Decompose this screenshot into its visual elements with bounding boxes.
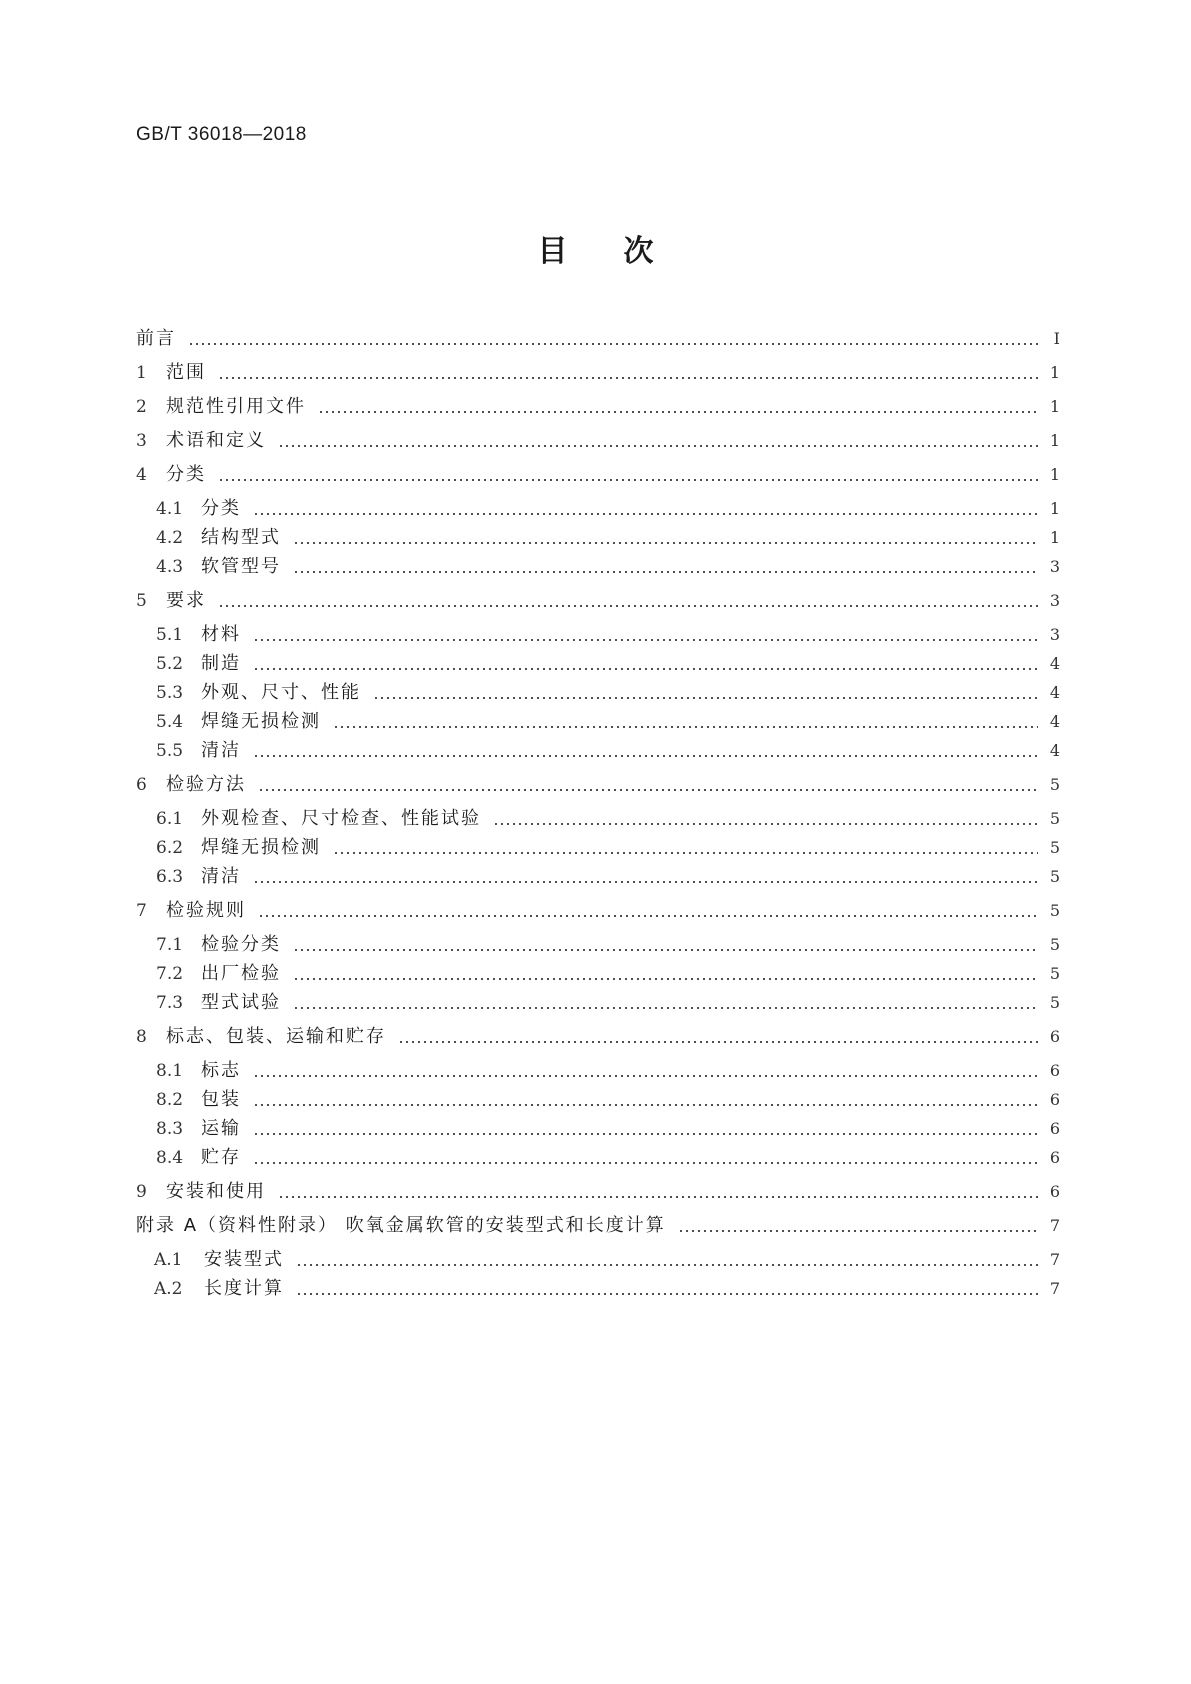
toc-entry-page-number: Ⅰ bbox=[1053, 329, 1060, 348]
toc-entry-label: 分类 bbox=[201, 498, 241, 519]
toc-entry-label: 术语和定义 bbox=[166, 430, 266, 451]
dot-leader bbox=[218, 588, 1038, 614]
toc-entry-number: 7.3 bbox=[156, 993, 184, 1013]
toc-entry-page-number: 6 bbox=[1049, 1119, 1060, 1138]
toc-entry-label: 标志 bbox=[201, 1060, 241, 1081]
toc-entry[interactable] bbox=[136, 864, 1060, 890]
dot-leader bbox=[258, 898, 1038, 924]
toc-entry-page-number: 3 bbox=[1049, 625, 1060, 644]
dot-leader bbox=[293, 990, 1038, 1016]
dot-leader bbox=[293, 525, 1038, 551]
toc-entry-label: 焊缝无损检测 bbox=[201, 837, 321, 858]
dot-leader bbox=[293, 554, 1038, 580]
toc-entry-label: 包装 bbox=[201, 1089, 241, 1110]
toc-entry-number: 4 bbox=[136, 465, 147, 485]
toc-entry[interactable] bbox=[136, 360, 1060, 386]
toc-entry[interactable] bbox=[136, 1087, 1060, 1113]
dot-leader bbox=[253, 738, 1038, 764]
toc-entry-number: 5.2 bbox=[156, 654, 184, 674]
dot-leader bbox=[278, 1179, 1038, 1205]
toc-entry-page-number: 4 bbox=[1049, 741, 1060, 760]
toc-entry[interactable] bbox=[136, 898, 1060, 924]
toc-entry-page-number: 3 bbox=[1049, 557, 1060, 576]
toc-entry-number: 7.1 bbox=[156, 935, 184, 955]
toc-entry-label: 规范性引用文件 bbox=[166, 396, 306, 417]
toc-entry-label: 安装和使用 bbox=[166, 1181, 266, 1202]
dot-leader bbox=[253, 1087, 1038, 1113]
toc-entry-label: 清洁 bbox=[201, 740, 241, 761]
toc-entry-number: 5.4 bbox=[156, 712, 184, 732]
toc-entry-page-number: 5 bbox=[1049, 838, 1060, 857]
toc-entry-label: 焊缝无损检测 bbox=[201, 711, 321, 732]
toc-entry[interactable] bbox=[136, 806, 1060, 832]
dot-leader bbox=[318, 394, 1038, 420]
toc-entry[interactable] bbox=[136, 326, 1060, 352]
toc-entry-number: 6 bbox=[136, 775, 147, 795]
toc-entry-page-number: 5 bbox=[1049, 775, 1060, 794]
toc-entry[interactable] bbox=[136, 622, 1060, 648]
toc-entry-number: 6.3 bbox=[156, 867, 184, 887]
toc-entry-label: 检验规则 bbox=[166, 900, 246, 921]
dot-leader bbox=[218, 360, 1038, 386]
dot-leader bbox=[253, 496, 1038, 522]
toc-entry-page-number: 7 bbox=[1049, 1279, 1060, 1298]
toc-entry-label: 安装型式 bbox=[204, 1249, 284, 1270]
toc-entry-label: 型式试验 bbox=[201, 992, 281, 1013]
toc-entry[interactable] bbox=[136, 1145, 1060, 1171]
toc-entry-page-number: 3 bbox=[1049, 591, 1060, 610]
toc-entry-number: 8.1 bbox=[156, 1061, 184, 1081]
toc-entry-page-number: 5 bbox=[1049, 867, 1060, 886]
toc-entry-label: 结构型式 bbox=[201, 527, 281, 548]
toc-entry[interactable] bbox=[136, 588, 1060, 614]
page-title: 目次 bbox=[537, 234, 710, 269]
toc-entry[interactable] bbox=[136, 709, 1060, 735]
toc-entry-page-number: 1 bbox=[1049, 431, 1060, 450]
toc-entry-page-number: 6 bbox=[1049, 1061, 1060, 1080]
toc-entry-number: 7 bbox=[136, 901, 147, 921]
toc-entry-page-number: 5 bbox=[1049, 935, 1060, 954]
toc-entry-number: 4.2 bbox=[156, 528, 184, 548]
toc-entry-number: 8.2 bbox=[156, 1090, 184, 1110]
toc-entry-page-number: 1 bbox=[1049, 499, 1060, 518]
dot-leader bbox=[398, 1024, 1038, 1050]
toc-entry-page-number: 5 bbox=[1049, 993, 1060, 1012]
toc-entry-label: 检验分类 bbox=[201, 934, 281, 955]
toc-entry-page-number: 6 bbox=[1049, 1182, 1060, 1201]
toc-entry[interactable] bbox=[136, 990, 1060, 1016]
toc-entry-label: 要求 bbox=[166, 590, 206, 611]
dot-leader bbox=[188, 326, 1038, 352]
toc-entry[interactable] bbox=[136, 738, 1060, 764]
dot-leader bbox=[253, 1116, 1038, 1142]
toc-entry[interactable] bbox=[136, 772, 1060, 798]
toc-entry-number: 4.1 bbox=[156, 499, 184, 519]
toc-entry-label: 分类 bbox=[166, 464, 206, 485]
toc-entry-label: 附录 A（资料性附录） 吹氧金属软管的安装型式和长度计算 bbox=[136, 1215, 666, 1236]
toc-entry-number: 8.3 bbox=[156, 1119, 184, 1139]
toc-entry-label: 长度计算 bbox=[204, 1278, 284, 1299]
toc-entry-page-number: 4 bbox=[1049, 654, 1060, 673]
toc-entry-number: 6.2 bbox=[156, 838, 184, 858]
dot-leader bbox=[253, 622, 1038, 648]
toc-entry-number: 5.3 bbox=[156, 683, 184, 703]
toc-entry-page-number: 7 bbox=[1049, 1250, 1060, 1269]
toc-entry-number: 5 bbox=[136, 591, 147, 611]
toc-entry[interactable] bbox=[136, 1247, 1060, 1273]
toc-entry[interactable] bbox=[136, 1116, 1060, 1142]
standard-code: GB/T 36018—2018 bbox=[136, 124, 307, 145]
dot-leader bbox=[278, 428, 1038, 454]
toc-entry[interactable] bbox=[136, 428, 1060, 454]
toc-entry-page-number: 1 bbox=[1049, 397, 1060, 416]
toc-entry[interactable] bbox=[136, 462, 1060, 488]
toc-entry-number: 2 bbox=[136, 397, 147, 417]
toc-entry-label: 外观检查、尺寸检查、性能试验 bbox=[201, 808, 481, 829]
toc-entry-label: 贮存 bbox=[201, 1147, 241, 1168]
toc-entry-label: 材料 bbox=[201, 624, 241, 645]
toc-entry-page-number: 5 bbox=[1049, 809, 1060, 828]
toc-entry-label: 范围 bbox=[166, 362, 206, 383]
dot-leader bbox=[296, 1247, 1038, 1273]
toc-entry-number: 3 bbox=[136, 431, 147, 451]
toc-entry-page-number: 5 bbox=[1049, 964, 1060, 983]
toc-entry-page-number: 6 bbox=[1049, 1148, 1060, 1167]
toc-entry[interactable] bbox=[136, 1179, 1060, 1205]
toc-entry-label: 出厂检验 bbox=[201, 963, 281, 984]
dot-leader bbox=[253, 1145, 1038, 1171]
dot-leader bbox=[293, 961, 1038, 987]
dot-leader bbox=[253, 864, 1038, 890]
dot-leader bbox=[253, 1058, 1038, 1084]
toc-entry-label: 外观、尺寸、性能 bbox=[201, 682, 361, 703]
toc-entry-label: 运输 bbox=[201, 1118, 241, 1139]
toc-entry-label: 软管型号 bbox=[201, 556, 281, 577]
dot-leader bbox=[493, 806, 1038, 832]
toc-entry[interactable] bbox=[136, 394, 1060, 420]
toc-entry-page-number: 4 bbox=[1049, 712, 1060, 731]
dot-leader bbox=[253, 651, 1038, 677]
toc-entry[interactable] bbox=[136, 961, 1060, 987]
toc-entry-number: A.1 bbox=[154, 1250, 183, 1270]
toc-entry[interactable] bbox=[136, 932, 1060, 958]
toc-entry-page-number: 4 bbox=[1049, 683, 1060, 702]
toc-entry-number: A.2 bbox=[154, 1279, 183, 1299]
dot-leader bbox=[218, 462, 1038, 488]
toc-entry-number: 5.1 bbox=[156, 625, 184, 645]
toc-entry-page-number: 6 bbox=[1049, 1027, 1060, 1046]
toc-entry-page-number: 1 bbox=[1049, 363, 1060, 382]
toc-entry-number: 7.2 bbox=[156, 964, 184, 984]
toc-entry[interactable] bbox=[136, 1058, 1060, 1084]
dot-leader bbox=[678, 1213, 1038, 1239]
toc-entry-number: 6.1 bbox=[156, 809, 184, 829]
toc-entry[interactable] bbox=[136, 1213, 1060, 1239]
toc-entry-label: 标志、包装、运输和贮存 bbox=[166, 1026, 386, 1047]
toc-entry[interactable] bbox=[136, 835, 1060, 861]
toc-entry-label: 清洁 bbox=[201, 866, 241, 887]
toc-entry-page-number: 5 bbox=[1049, 901, 1060, 920]
toc-entry-page-number: 1 bbox=[1049, 528, 1060, 547]
toc-entry-page-number: 1 bbox=[1049, 465, 1060, 484]
toc-entry-number: 9 bbox=[136, 1182, 147, 1202]
dot-leader bbox=[258, 772, 1038, 798]
toc-entry[interactable] bbox=[136, 1024, 1060, 1050]
toc-entry-page-number: 6 bbox=[1049, 1090, 1060, 1109]
toc-entry-number: 8.4 bbox=[156, 1148, 184, 1168]
dot-leader bbox=[296, 1276, 1038, 1302]
toc-entry[interactable] bbox=[136, 651, 1060, 677]
toc-entry-page-number: 7 bbox=[1049, 1216, 1060, 1235]
toc-entry-number: 4.3 bbox=[156, 557, 184, 577]
toc-entry[interactable] bbox=[136, 1276, 1060, 1302]
toc-entry[interactable] bbox=[136, 496, 1060, 522]
toc-entry-label: 制造 bbox=[201, 653, 241, 674]
toc-entry-number: 1 bbox=[136, 363, 147, 383]
dot-leader bbox=[373, 680, 1038, 706]
toc-entry-number: 5.5 bbox=[156, 741, 184, 761]
toc-entry[interactable] bbox=[136, 554, 1060, 580]
dot-leader bbox=[333, 835, 1038, 861]
toc-entry[interactable] bbox=[136, 680, 1060, 706]
toc-entry-label: 检验方法 bbox=[166, 774, 246, 795]
dot-leader bbox=[333, 709, 1038, 735]
toc-entry[interactable] bbox=[136, 525, 1060, 551]
toc-entry-number: 8 bbox=[136, 1027, 147, 1047]
toc-entry-label: 前言 bbox=[136, 328, 176, 349]
dot-leader bbox=[293, 932, 1038, 958]
